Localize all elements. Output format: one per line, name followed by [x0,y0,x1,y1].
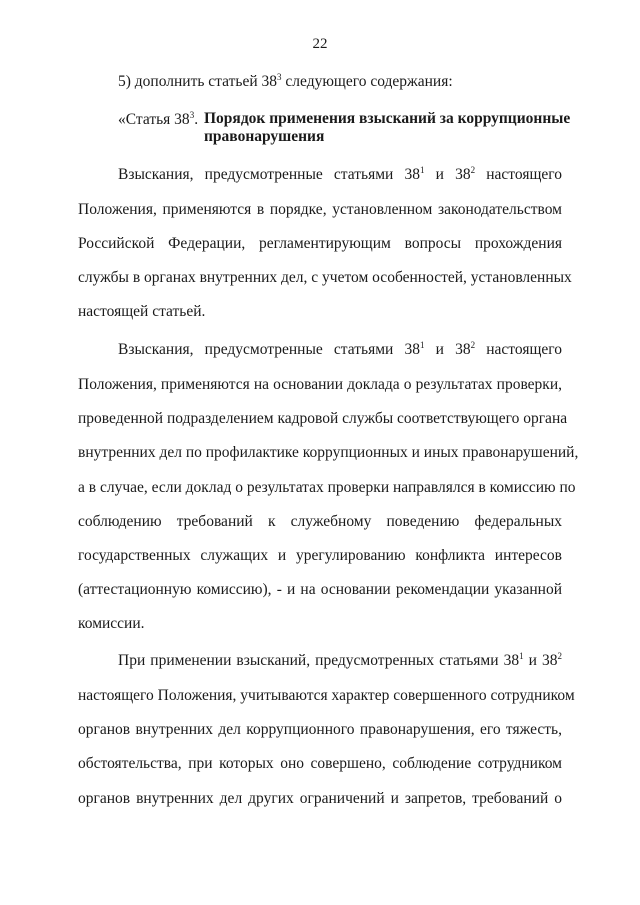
paragraph-line: внутренних дел по профилактике коррупционных и иных правонарушений, [78,444,579,461]
paragraph-line: государственных служащих и урегулированию конфликта интересов [78,547,562,564]
article-title: Порядок применения взысканий за коррупционные правонарушения [204,110,571,145]
paragraph-line: Положения, применяются на основании доклада о результатах проверки, [78,376,562,393]
paragraph-line: соблюдению требований к служебному поведению федеральных [78,513,562,530]
paragraph-line: Положения, применяются в порядке, установленном законодательством [78,201,562,218]
paragraph-line: настоящего Положения, учитываются характер совершенного сотрудником [78,687,575,704]
paragraph-line: обстоятельства, при которых оно совершено, соблюдение сотрудником [78,755,562,772]
paragraph-line: а в случае, если доклад о результатах проверки направлялся в комиссию по [78,479,576,496]
paragraph-line: службы в органах внутренних дел, с учетом особенностей, установленных [78,269,572,286]
paragraph-line: Российской Федерации, регламентирующим вопросы прохождения [78,235,562,252]
paragraph-line: Взыскания, предусмотренные статьями $38^1$ и $38^2$ настоящего [118,340,562,358]
paragraph-line: органов внутренних дел коррупционного правонарушения, его тяжесть, [78,721,562,738]
article-number: «Статья $38^3$. [118,110,199,128]
amendment-item: 5) дополнить статьей $38^3$ следующего содержания: [118,72,453,90]
paragraph-line: (аттестационную комиссию), - и на основании рекомендации указанной [78,581,562,598]
paragraph-line: органов внутренних дел других ограничений и запретов, требований о [78,790,562,807]
paragraph-line: комиссии. [78,615,145,632]
paragraph-line: настоящей статьей. [78,303,206,320]
paragraph-line: При применении взысканий, предусмотренных статьями $38^1$ и $38^2$ [118,651,562,669]
paragraph-line: проведенной подразделением кадровой службы соответствующего органа [78,410,568,427]
paragraph-line: Взыскания, предусмотренные статьями $38^1$ и $38^2$ настоящего [118,165,562,183]
page-number: 22 [312,36,328,52]
